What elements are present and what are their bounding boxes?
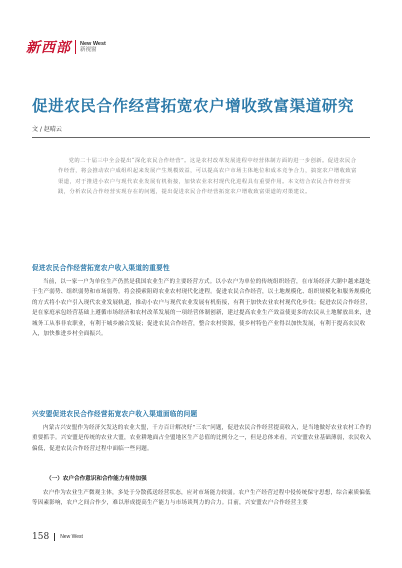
masthead (26, 38, 106, 56)
section-paragraph-2: 内蒙古兴安盟作为经济欠发达的农业大盟，千方百计解决好“三农”问题，促进农民合作经营提高收入，是当地做好农业农村工作的重要抓手。兴安盟是传统的农业大盟，农业耕地面占全盟地区生产总值的比例分之一，但是总体来看，兴安盟农业基础薄弱，农民收入偏低，促进农民合作经营过程中面临一些问题。 (32, 425, 372, 452)
footer-divider (54, 533, 55, 541)
page-footer (32, 532, 83, 542)
page-number: 158 (32, 532, 50, 542)
section-heading-1: 促进农民合作经营拓宽农户收入渠道的重要性 (32, 264, 170, 272)
subsection-paragraph-1: 农户作为农业生产微观主体，多处于分散孤送经营状态，应对市场能力较弱。农户生产经营过程中侵传统保守思想，综合素质偏低等因素影响，农户之间合作少，难以形成提高生产能力与市场谈判力的合力。目前，兴安盟农户合作经营主要 (32, 490, 371, 507)
brand-column-name: 新视窗 (80, 47, 97, 53)
footer-brand: New West (60, 534, 83, 540)
title-divider (32, 137, 370, 138)
section-heading-2: 兴安盟促进农民合作经营拓宽农户收入渠道面临的问题 (32, 410, 198, 418)
masthead-divider (75, 40, 76, 54)
subsection-heading-1: （一）农户合作意识和合作能力有待加强 (46, 476, 147, 482)
brand-en-name: New West (80, 41, 106, 47)
section-paragraph-1: 当前，以一家一户为单位生产仍然是我国农业生产的主要经营方式。以小农户为单位的传统组织经营，在市场经济大潮中越来越处于生产弱势、组织弱势和市场弱势。将会摸索阻碍农业农村现代化进程。促进农民合作经营，以土地规模化、组织规模化和服务规模化的方式将小农户引入现代农业发展轨道，推动小农户与现代农业发展有机衔接，有利于加快农业农村现代化步伐；促进农民合作经营，是在家庭承包经营基础上遵循市场经济和农村改革发展的一项经营体制创新，建过提高农业生产效益使更多的农民从土地解放出来，进城务工从事非农职业，有利于城乡融合发展；促进农民合作经营，整合农村资源，使乡村特色产业得以加快发展，有利于提高农民收入，加快推进乡村全面振兴。 (32, 279, 372, 338)
masthead-brand (80, 41, 106, 53)
magazine-logo: 新西部 (26, 40, 71, 56)
article-author: 文 / 赵晴云 (32, 126, 62, 133)
article-abstract: 党的二十届三中全会提出“深化农民合作经营”。这是农村改革发展进程中经营体制方面的进一步创新。促进农民合作经营，将会推动农户成组织起来发展产生规模效益，可以提高农户市场主体地位和成本竞争合力，搞宽农户增收致富渠道，对于推进小农户与现代农业发展有机衔接，加快农业农村现代化进程具有重要作用。本文结合农民合作经营实践，分析农民合作经营实现存在的问题，提出促进农民合作经营拓宽农户增收致富渠道的对策建议。 (58, 158, 357, 195)
article-title: 促进农民合作经营拓宽农户增收致富渠道研究 (32, 97, 355, 115)
